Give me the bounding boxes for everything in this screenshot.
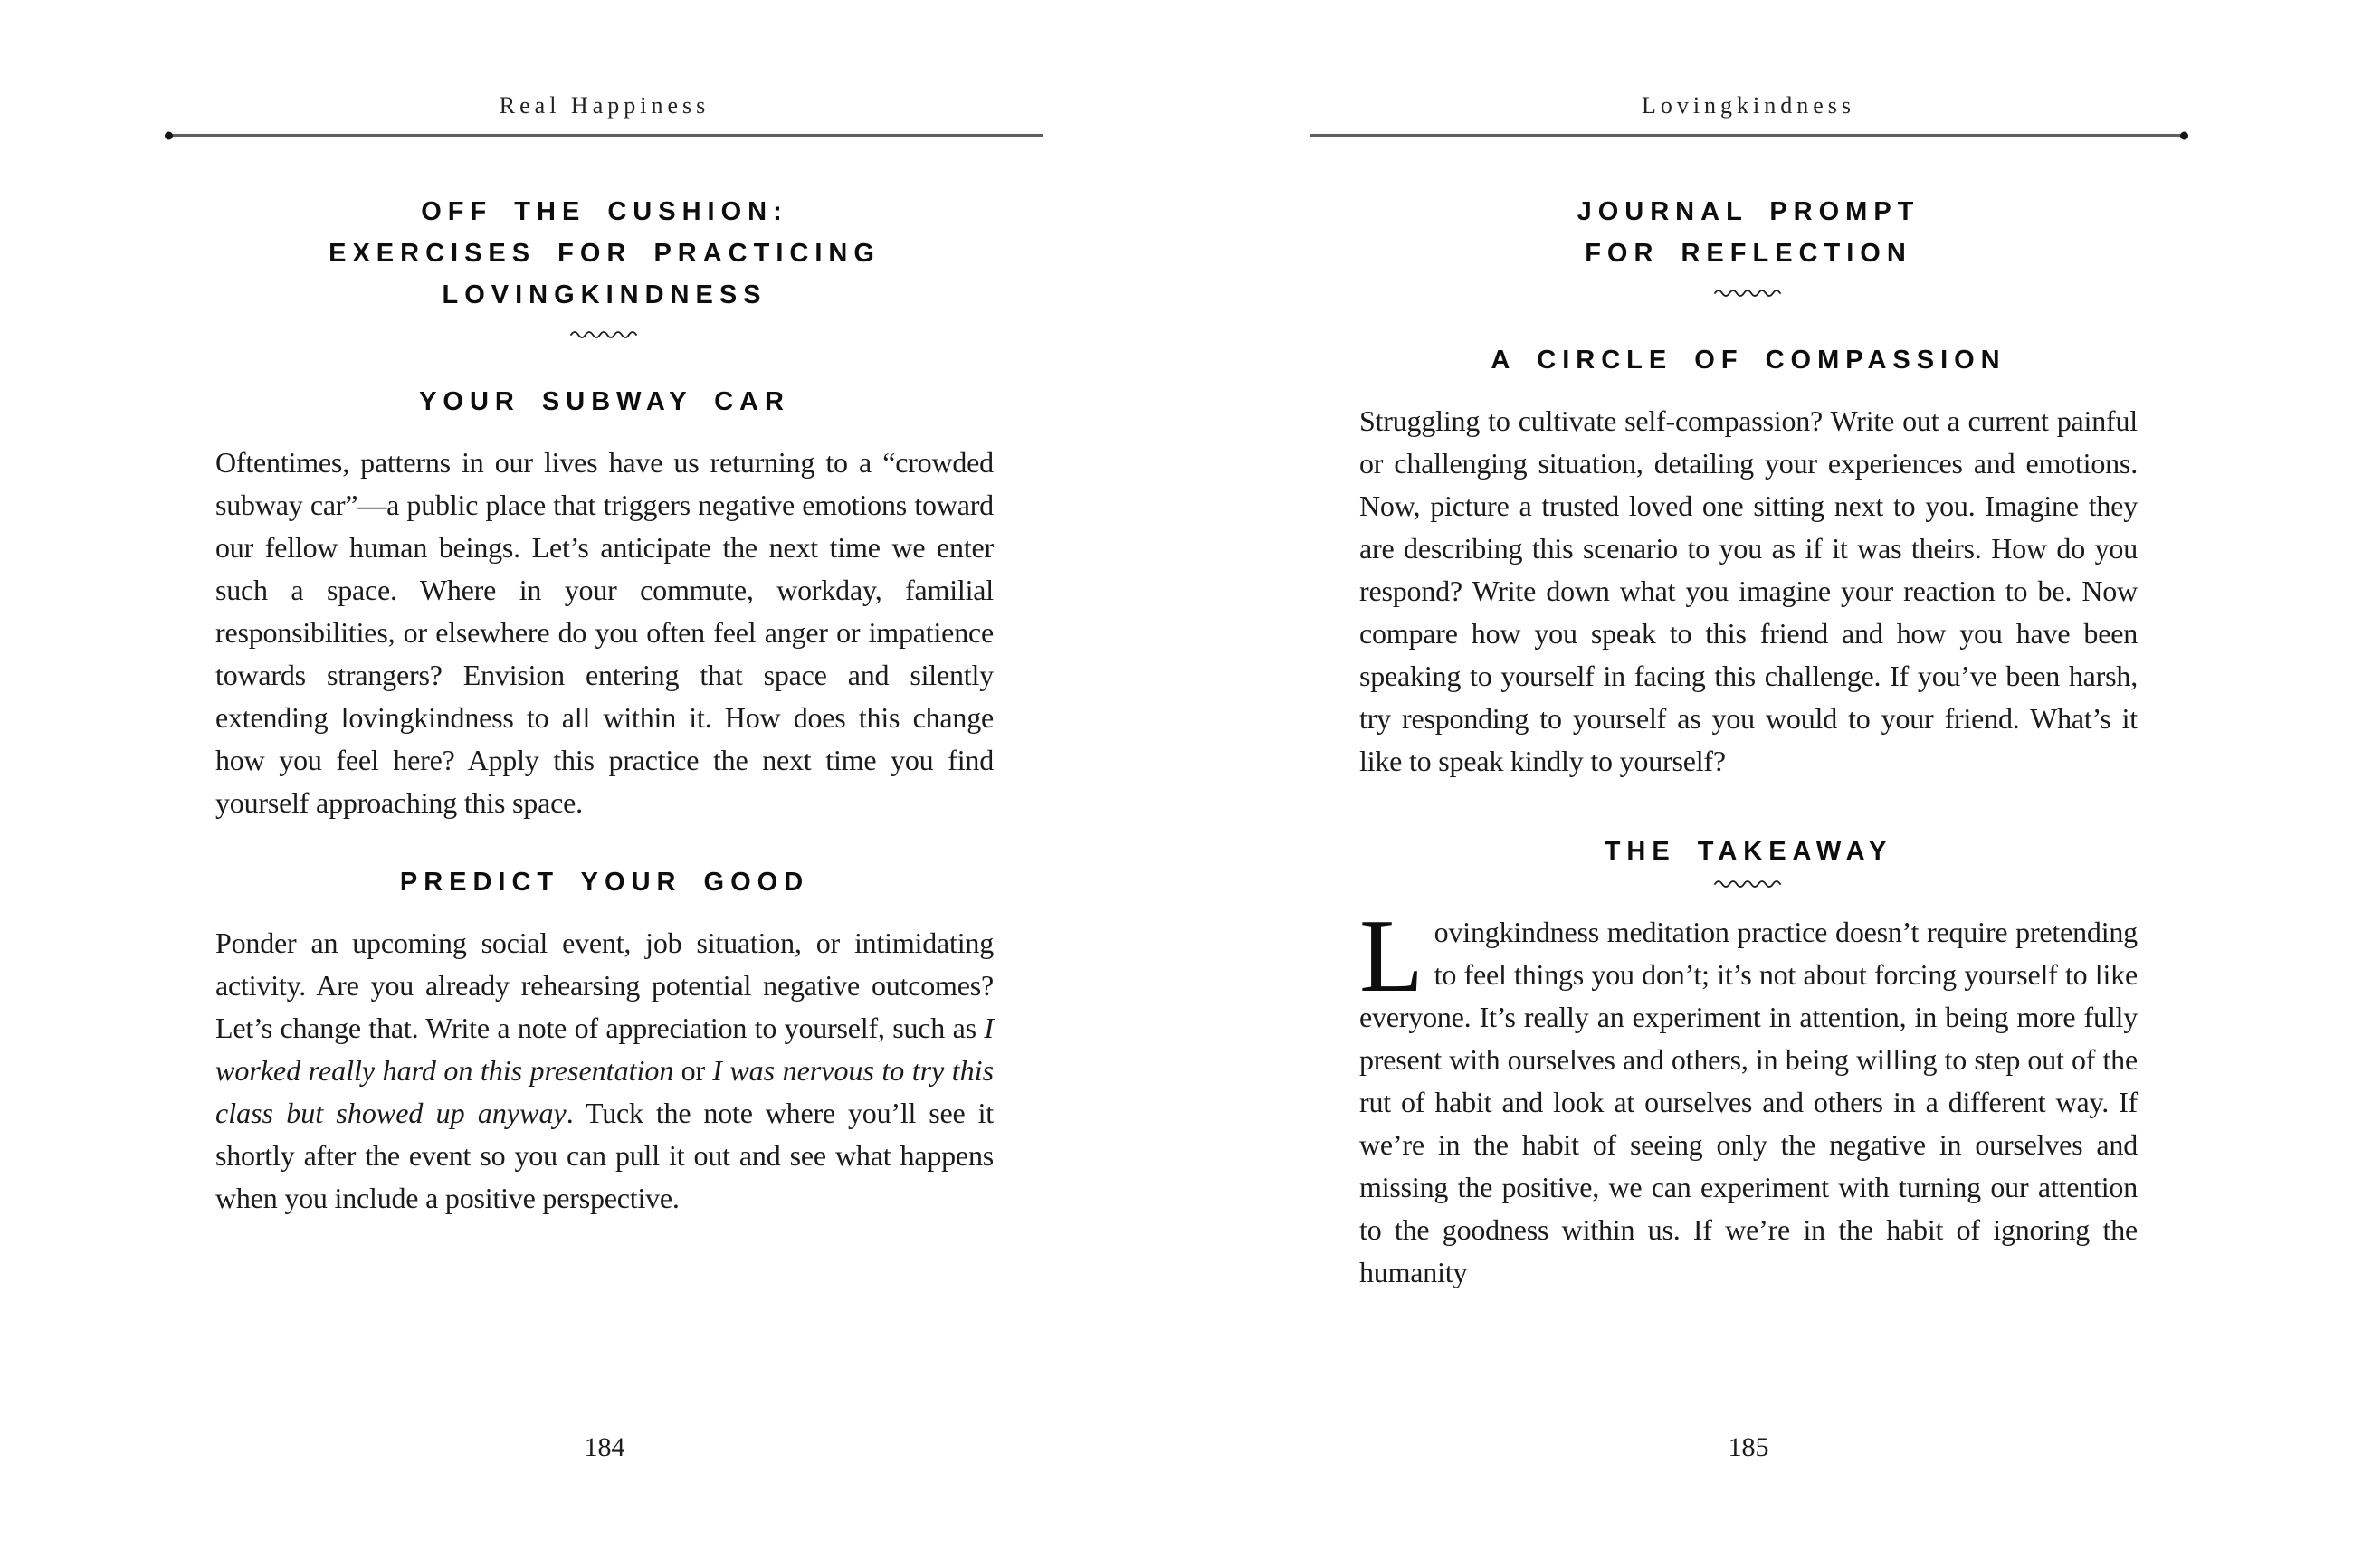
wavy-line-icon <box>1713 877 1784 889</box>
paragraph-the-takeaway <box>1359 898 2138 1294</box>
chapter-title-line-1: OFF THE CUSHION: <box>421 197 788 226</box>
squiggle-ornament-right-top <box>1359 286 2138 299</box>
page-number-right: 185 <box>1728 1432 1769 1462</box>
header-rule-right <box>1310 134 2187 137</box>
running-head-right: Lovingkindness <box>1641 92 1856 119</box>
page-left <box>166 0 1043 1568</box>
drop-cap-letter: L <box>1359 898 1424 1014</box>
page-left-content <box>215 191 994 1220</box>
squiggle-ornament-right-bottom <box>1359 877 2138 889</box>
section-heading-the-takeaway: THE TAKEAWAY <box>1604 837 1893 866</box>
page-number-left: 184 <box>584 1432 625 1462</box>
italic-appreciation-note-2: I was nervous to try this class but showed up anyway <box>215 1054 995 1129</box>
text-run-1: Ponder an upcoming social event, job situation, or intimidating activity. Are you already rehearsing potential negative outcomes? Let’s change that. Write a note of appreciation to yourself, such as <box>215 927 994 1044</box>
section-heading-predict-your-good: PREDICT YOUR GOOD <box>399 868 810 897</box>
header-rule-left <box>166 134 1043 137</box>
paragraph-your-subway-car: Oftentimes, patterns in our lives have us returning to a “crowded subway car”—a public place that triggers negative emotions toward our fellow human beings. Let’s anticipate the next time we enter such a space. Where in your commute, workday, familial responsibilities, or elsewhere do you often feel anger or impatience towards strangers? Envision entering that space and silently extending lovingkindness to all within it. How does this change how you feel here? Apply this practice the next time you find yourself approaching this space. <box>215 446 994 819</box>
chapter-title-line-2: FOR REFLECTION <box>1585 239 1912 268</box>
italic-appreciation-note-1: I worked really hard on this presentation <box>215 1012 994 1087</box>
section-heading-your-subway-car: YOUR SUBWAY CAR <box>419 387 790 416</box>
paragraph-predict-your-good <box>215 922 994 1220</box>
paragraph-circle-of-compassion: Struggling to cultivate self-compassion? Write out a current painful or challenging situation, detailing your experiences and emotions. Now, picture a trusted loved one sitting next to you. Imagine they are describing this scenario to you as if it was theirs. How do you respond? Write down what you imagine your reaction to be. Now compare how you speak to this friend and how you have been speaking to yourself in facing this challenge. If you’ve been harsh, try responding to yourself as you would to your friend. What’s it like to speak kindly to yourself? <box>1359 404 2138 777</box>
chapter-title-left <box>215 191 994 316</box>
chapter-title-line-3: LOVINGKINDNESS <box>442 280 767 309</box>
page-right-content <box>1359 191 2138 1294</box>
rule-end-dot-icon <box>2180 131 2188 139</box>
running-head-left: Real Happiness <box>499 92 710 119</box>
chapter-title-right <box>1359 191 2138 274</box>
wavy-line-icon <box>1713 286 1784 299</box>
section-heading-circle-of-compassion: A CIRCLE OF COMPASSION <box>1491 346 2006 375</box>
text-run-2: or <box>673 1054 713 1087</box>
chapter-title-line-2: EXERCISES FOR PRACTICING <box>329 239 881 268</box>
wavy-line-icon <box>569 328 640 340</box>
takeaway-text-run: ovingkindness meditation practice doesn’t require pretending to feel things you don’t; it’s not about forcing yourself to like everyone. It’s really an experiment in attention, in being more fully present with ourselves and others, in being willing to step out of the rut of habit and look at ourselves and others in a different way. If we’re in the habit of seeing only the negative in ourselves and missing the positive, we can experiment with turning our attention to the goodness within us. If we’re in the habit of ignoring the humanity <box>1359 916 2138 1288</box>
squiggle-ornament-left <box>215 328 994 340</box>
text-run-3: . Tuck the note where you’ll see it shortly after the event so you can pull it out and see what happens when you include a positive perspective. <box>215 1097 994 1214</box>
chapter-title-line-1: JOURNAL PROMPT <box>1577 197 1920 226</box>
rule-end-dot-icon <box>165 131 173 139</box>
page-right <box>1310 0 2187 1568</box>
